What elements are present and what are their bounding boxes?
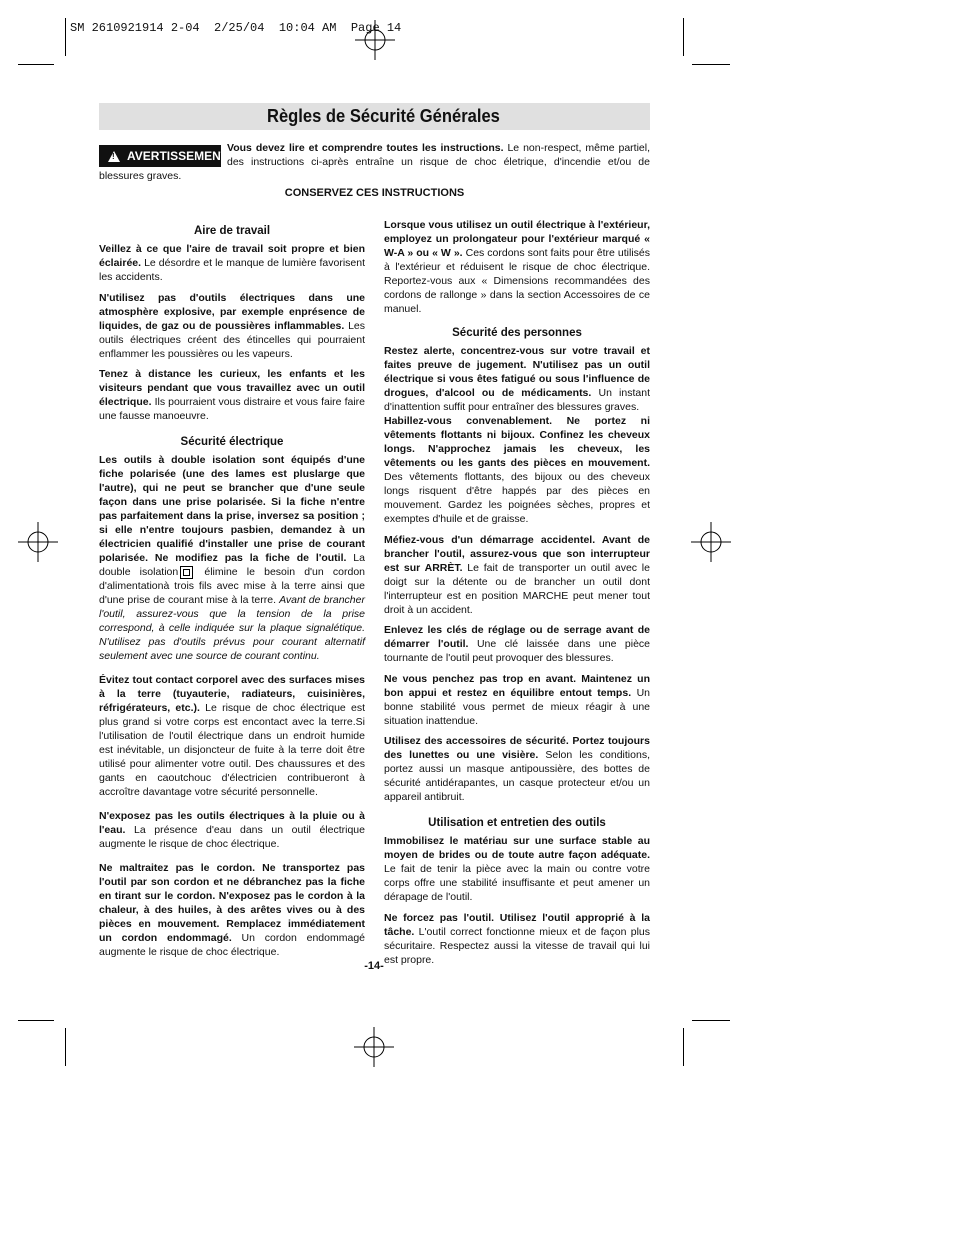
paragraph: N'utilisez pas d'outils électriques dans une atmosphère explosive, par exemple enprésence de liquides, de gaz ou de poussières inflammables. Les outils électriques créent des étincelles qui pourraient enflammer les poussières ou les vapeurs. [99,291,365,360]
paragraph: Veillez à ce que l'aire de travail soit propre et bien éclairée. Le désordre et le manque de lumière favorisent les accidents. [99,243,365,283]
keep-instructions-heading: CONSERVEZ CES INSTRUCTIONS [284,187,465,199]
paragraph: Habillez-vous convenablement. Ne portez ni vêtements flottants ni bijoux. Confinez les cheveux longs. N'approchez jamais les cheveux, les vêtements ou les gants des pièces en mouvement. Des vêtements flottants, des bijoux ou des cheveux longs risquent d'être happés par des pièces en mouvement. Gardez les poignées sèches, propres et exemptes d'huile et de graisse. [384,415,650,525]
intro-bold: Vous devez lire et comprendre toutes les instructions. [227,142,504,154]
paragraph: Restez alerte, concentrez-vous sur votre travail et faites preuve de jugement. N'utilisez pas un outil électrique si vous êtes fatigué ou sous l'influence de drogues, d'alcool ou de médicaments. Un instant d'inattention suffit pour entraîner des blessures graves. [384,345,650,413]
paragraph: Lorsque vous utilisez un outil électrique à l'extérieur, employez un prolongateur pour l'extérieur marqué « W-A » ou « W ». Ces cordons sont faits pour être utilisés à l'extérieur et réduisent le risque de choc électrique. Reportez-vous aux « Dimensions recommandées des cordons de rallonge » dans la section Accessoires de ce manuel. [384,219,650,315]
paragraph: Tenez à distance les curieux, les enfants et les visiteurs pendant que vous travaillez avec un outil électrique. Ils pourraient vous distraire et vous faire faire une fausse manoeuvre. [99,368,365,422]
paragraph: Immobilisez le matériau sur une surface stable au moyen de brides ou de toute autre façon adéquate. Le fait de tenir la pièce avec la main ou contre votre corps offre une stabilité insuffisante et peut amener un dérapage de l'outil. [384,835,650,903]
right-column [384,218,650,973]
crop-mark [65,18,66,56]
registration-mark-icon [691,522,731,562]
crop-mark [692,1020,730,1021]
section-heading-work-area: Aire de travail [193,225,271,237]
double-insulation-icon [180,566,193,579]
registration-mark-icon [354,1027,394,1067]
paragraph: Utilisez des accessoires de sécurité. Portez toujours des lunettes ou une visière. Selon les conditions, portez aussi un masque antipoussière, des bottes de sécurité antidérapantes, un casque protecteur et/ou un appareil antibruit. [384,735,650,803]
crop-mark [692,64,730,65]
page-number: -14- [364,960,384,972]
title-bar [99,103,650,130]
warning-label: AVERTISSEMENT [127,149,229,163]
paragraph: Méfiez-vous d'un démarrage accidentel. Avant de brancher l'outil, assurez-vous que son interrupteur est sur ARRÈT. Le fait de transporter un outil avec le doigt sur la détente ou de brancher un outil dont l'interrupteur est en position MARCHE peut mener tout droit à un accident. [384,533,650,616]
warning-icon [108,151,120,162]
paragraph: Les outils à double isolation sont équipés d'une fiche polarisée (une des lames est pluslarge que l'autre), qui ne peut se brancher que d'une seule façon dans une prise polarisée. Si la fiche n'entre pas parfaitement dans la prise, inversez sa position ; si elle n'entre toujours pasbien, demandez à un électricien qualifié d'installer une prise de courant polarisée. Ne modifiez pas la fiche de l'outil. La double isolation élimine le besoin d'un cordon d'alimentationà trois fils avec mise à la terre ainsi que d'une prise de courant mise à la terre. Avant de brancher l'outil, assurez-vous que la tension de la prise correspond, à celle indiquée sur la plaque signalétique. N'utilisez pas d'outils prévus pour courant alternatif seulement avec une source de courant continu. [99,454,365,662]
crop-mark [683,1028,684,1066]
registration-mark-icon [18,522,58,562]
paragraph: Ne vous penchez pas trop en avant. Maintenez un bon appui et restez en équilibre entout temps. Un bonne stabilité vous permet de mieux réagir à une situation inattendue. [384,672,650,727]
section-heading-electrical: Sécurité électrique [180,436,284,448]
left-column [99,218,365,966]
crop-mark [18,64,54,65]
print-slug: SM 2610921914 2-04 2/25/04 10:04 AM Page 14 [70,21,402,35]
paragraph: Ne forcez pas l'outil. Utilisez l'outil approprié à la tâche. L'outil correct fonctionne mieux et de façon plus sécuritaire. Respectez aussi la vitesse de travail qui lui est propre. [384,911,650,966]
intro-text: Le non-respect, même partiel, des instructions ci-après entraîne un risque de choc életrique, d'incendie et/ou de blessures graves. [99,142,650,182]
paragraph: Ne maltraitez pas le cordon. Ne transportez pas l'outil par son cordon et ne débranchez pas la fiche en tirant sur le cordon. N'exposez pas le cordon à la chaleur, à des huiles, à des arêtes vives ou à des pièces en mouvement. Remplacez immédiatement un cordon endommagé. Un cordon endommagé augmente le risque de choc électrique. [99,862,365,958]
paragraph: Enlevez les clés de réglage ou de serrage avant de démarrer l'outil. Une clé laissée dans une pièce tournante de l'outil peut provoquer des blessures. [384,624,651,664]
paragraph: N'exposez pas les outils électriques à la pluie ou à l'eau. La présence d'eau dans un outil électrique augmente le risque de choc électrique. [99,810,365,850]
page-title: Règles de Sécurité Générales [267,106,500,126]
warning-badge [99,145,229,167]
registration-mark-icon [355,20,395,60]
section-heading-tool-use: Utilisation et entretien des outils [428,817,606,829]
crop-mark [18,1020,54,1021]
section-heading-personal: Sécurité des personnes [452,327,582,339]
paragraph: Évitez tout contact corporel avec des surfaces mises à la terre (tuyauterie, radiateurs, cuisinières, réfrigérateurs, etc.). Le risque de choc électrique est plus grand si votre corps est encontact avec la terre.Si l'utilisation de l'outil électrique dans un endroit humide est inévitable, un disjoncteur de fuite à la terre doit être utilisé pour alimenter votre outil. Des chaussures et des gants en caoutchouc d'électricien contribueront à accroître davantage votre sécurité personnelle. [99,674,365,798]
crop-mark [65,1028,66,1066]
crop-mark [683,18,684,56]
